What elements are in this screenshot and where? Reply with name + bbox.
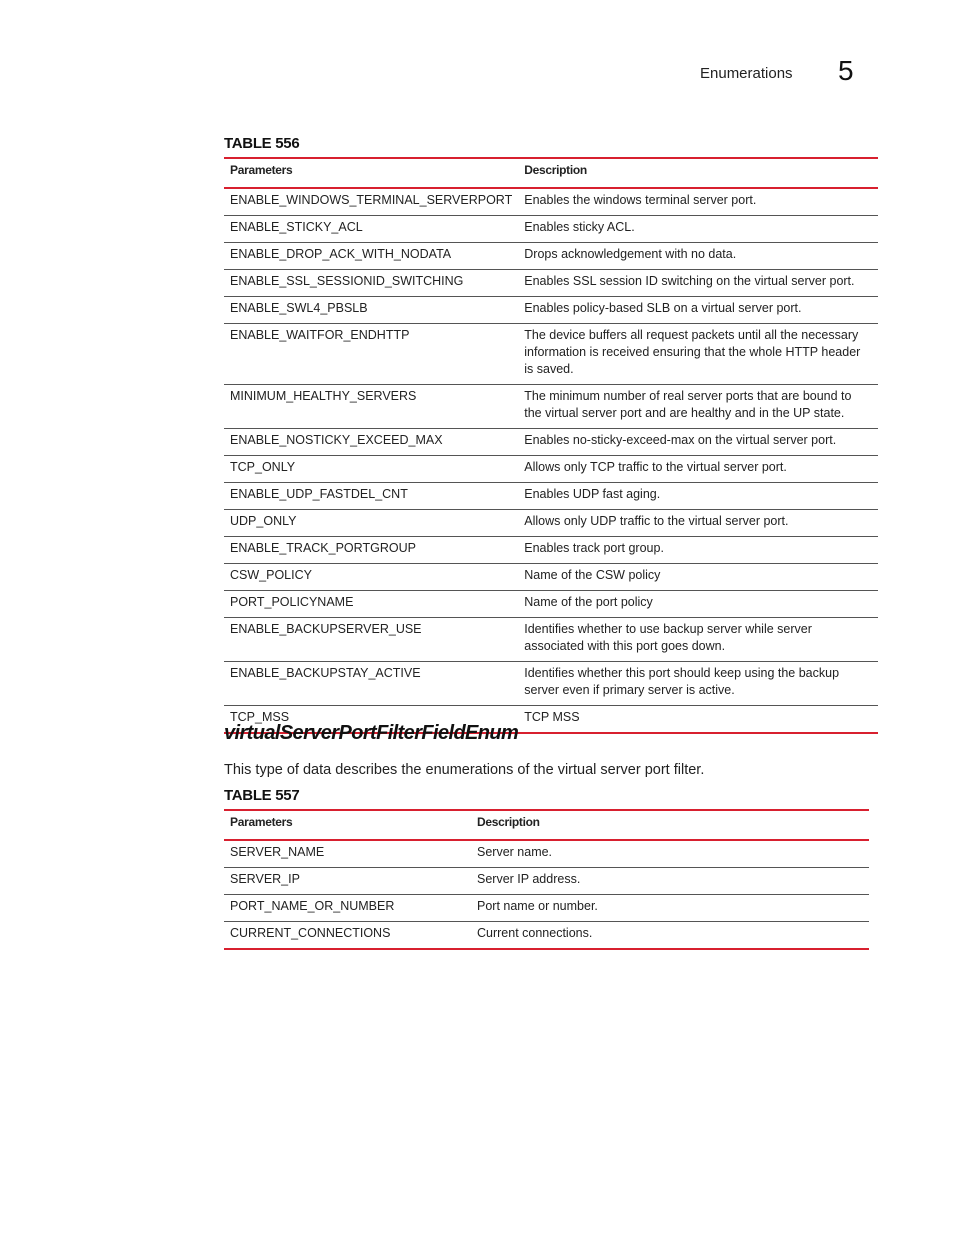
description-cell: Enables UDP fast aging.	[518, 483, 878, 510]
description-cell: The minimum number of real server ports that are bound to the virtual server port and are healthy and in the UP state.	[518, 385, 878, 429]
table-row	[224, 895, 869, 922]
table-556-body	[224, 188, 878, 733]
chapter-title: Enumerations	[700, 65, 793, 82]
description-cell: Allows only UDP traffic to the virtual server port.	[518, 510, 878, 537]
parameter-cell: ENABLE_SWL4_PBSLB	[224, 297, 518, 324]
parameter-cell: CURRENT_CONNECTIONS	[224, 922, 471, 950]
parameter-cell: ENABLE_WINDOWS_TERMINAL_SERVERPORT	[224, 188, 518, 216]
chapter-number: 5	[838, 55, 854, 86]
column-header-description: Description	[471, 810, 869, 840]
parameter-cell: SERVER_IP	[224, 868, 471, 895]
table-row	[224, 591, 878, 618]
description-cell: TCP MSS	[518, 706, 878, 734]
table-557-body	[224, 840, 869, 949]
table-row	[224, 385, 878, 429]
column-header-description: Description	[518, 158, 878, 188]
parameter-cell: ENABLE_UDP_FASTDEL_CNT	[224, 483, 518, 510]
parameter-cell: PORT_NAME_OR_NUMBER	[224, 895, 471, 922]
parameter-cell: TCP_MSS	[224, 706, 518, 734]
parameter-cell: ENABLE_TRACK_PORTGROUP	[224, 537, 518, 564]
section-intro: This type of data describes the enumerations of the virtual server port filter.	[224, 762, 705, 778]
table-row	[224, 297, 878, 324]
column-header-parameters: Parameters	[224, 158, 518, 188]
section-heading: virtualServerPortFilterFieldEnum	[224, 722, 519, 744]
table-row	[224, 564, 878, 591]
description-cell: Enables SSL session ID switching on the virtual server port.	[518, 270, 878, 297]
parameter-cell: ENABLE_DROP_ACK_WITH_NODATA	[224, 243, 518, 270]
table-557-caption: TABLE 557	[224, 787, 300, 804]
table-row	[224, 662, 878, 706]
description-cell: Identifies whether to use backup server while server associated with this port goes down.	[518, 618, 878, 662]
description-cell: Server IP address.	[471, 868, 869, 895]
description-cell: Drops acknowledgement with no data.	[518, 243, 878, 270]
description-cell: Enables sticky ACL.	[518, 216, 878, 243]
parameter-cell: ENABLE_BACKUPSTAY_ACTIVE	[224, 662, 518, 706]
parameter-cell: PORT_POLICYNAME	[224, 591, 518, 618]
description-cell: Enables track port group.	[518, 537, 878, 564]
description-cell: Allows only TCP traffic to the virtual server port.	[518, 456, 878, 483]
table-header-row	[224, 810, 869, 840]
table-row	[224, 324, 878, 385]
parameter-cell: ENABLE_BACKUPSERVER_USE	[224, 618, 518, 662]
description-cell: Enables policy-based SLB on a virtual server port.	[518, 297, 878, 324]
table-row	[224, 456, 878, 483]
description-cell: Identifies whether this port should keep using the backup server even if primary server is active.	[518, 662, 878, 706]
table-row	[224, 840, 869, 868]
table-row	[224, 429, 878, 456]
table-556	[224, 157, 878, 734]
description-cell: Name of the CSW policy	[518, 564, 878, 591]
table-row	[224, 270, 878, 297]
table-557	[224, 809, 869, 950]
table-header-row	[224, 158, 878, 188]
description-cell: Enables no-sticky-exceed-max on the virtual server port.	[518, 429, 878, 456]
parameter-cell: ENABLE_WAITFOR_ENDHTTP	[224, 324, 518, 385]
table-row	[224, 510, 878, 537]
parameter-cell: CSW_POLICY	[224, 564, 518, 591]
description-cell: Name of the port policy	[518, 591, 878, 618]
column-header-parameters: Parameters	[224, 810, 471, 840]
description-cell: The device buffers all request packets until all the necessary information is received ensuring that the whole HTTP header is saved.	[518, 324, 878, 385]
table-row	[224, 868, 869, 895]
parameter-cell: UDP_ONLY	[224, 510, 518, 537]
description-cell: Port name or number.	[471, 895, 869, 922]
description-cell: Current connections.	[471, 922, 869, 950]
table-row	[224, 537, 878, 564]
description-cell: Server name.	[471, 840, 869, 868]
parameter-cell: ENABLE_STICKY_ACL	[224, 216, 518, 243]
table-row	[224, 618, 878, 662]
parameter-cell: ENABLE_SSL_SESSIONID_SWITCHING	[224, 270, 518, 297]
description-cell: Enables the windows terminal server port.	[518, 188, 878, 216]
parameter-cell: TCP_ONLY	[224, 456, 518, 483]
parameter-cell: MINIMUM_HEALTHY_SERVERS	[224, 385, 518, 429]
table-row	[224, 188, 878, 216]
table-row	[224, 922, 869, 950]
table-row	[224, 216, 878, 243]
table-556-caption: TABLE 556	[224, 135, 300, 152]
table-row	[224, 243, 878, 270]
parameter-cell: SERVER_NAME	[224, 840, 471, 868]
table-row	[224, 483, 878, 510]
parameter-cell: ENABLE_NOSTICKY_EXCEED_MAX	[224, 429, 518, 456]
